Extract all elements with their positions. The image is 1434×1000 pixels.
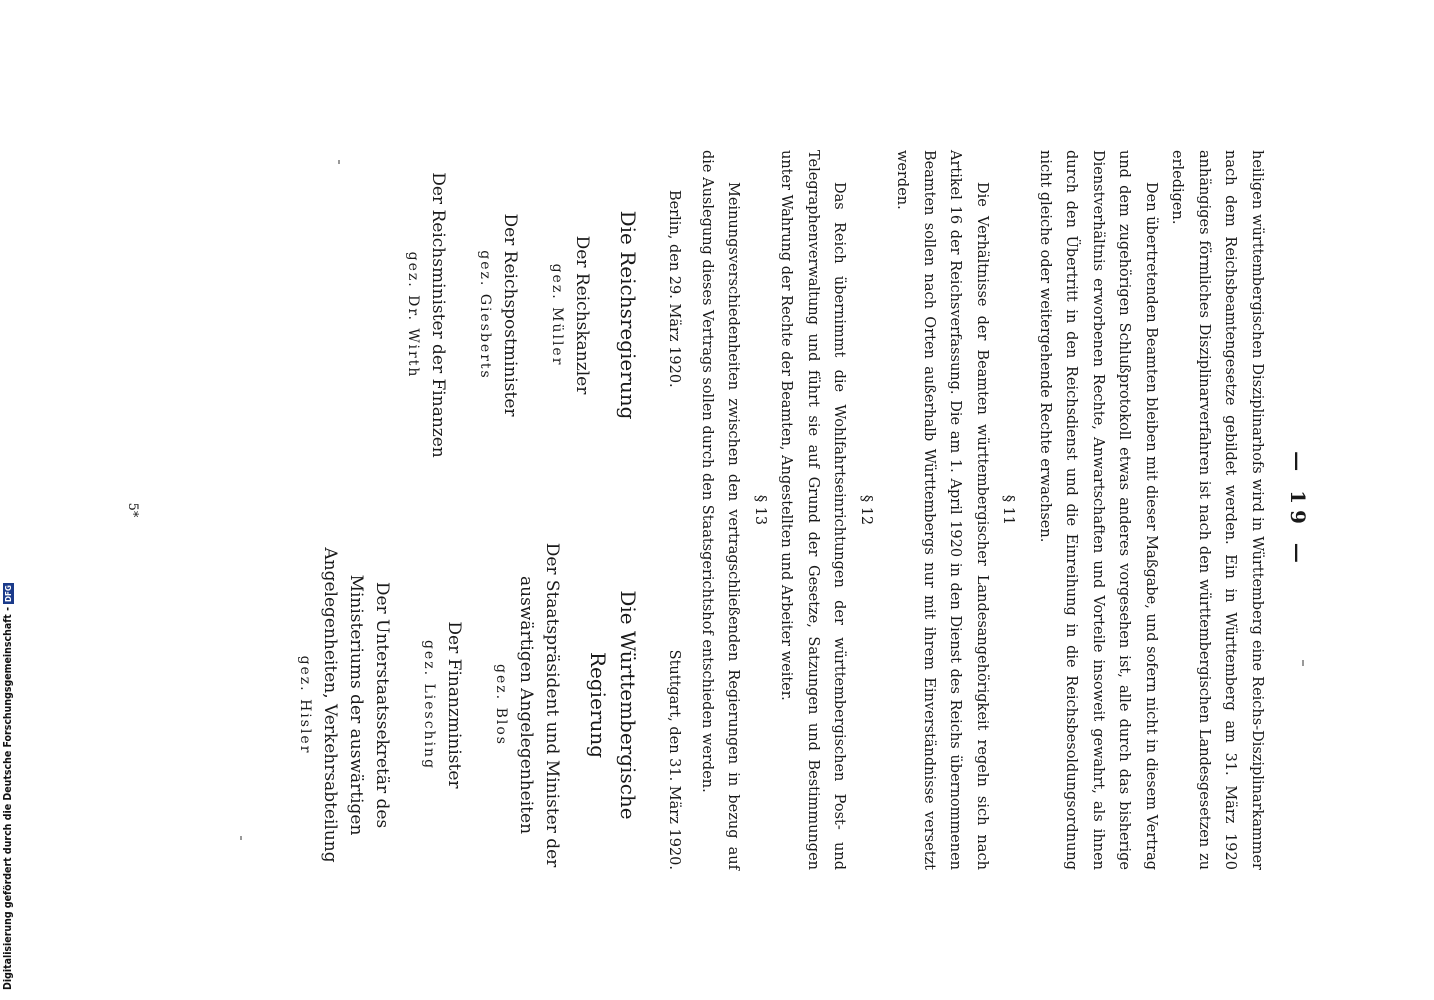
date-place-row — [661, 150, 688, 870]
signatory-name: gez. Dr. Wirth — [405, 251, 421, 379]
place-date-right: Stuttgart, den 31. März 1920. — [666, 649, 683, 870]
document-body — [271, 150, 1270, 870]
signatory-title: Der Staatspräsident und Minister der auswärtigen Angelegenheiten — [516, 542, 562, 868]
signatory-name: gez. Liesching — [421, 639, 437, 771]
section-heading: § 13 — [752, 494, 768, 526]
signatory-name: gez. Giesberts — [477, 250, 493, 380]
signatory-government: Die Württembergische Regierung — [586, 590, 640, 820]
dfg-logo-icon: DFG — [3, 585, 13, 602]
section-text: Die Verhältnisse der Beamten württembergischer Landesangehörigkeit regeln sich nach Artikel 16 der Reichsverfassung. Die am 1. April 1920 in den Dienst des Reichs übernommenen Beamten sollen nach Orten außerhalb Württembergs nur mit ihrem Einverständnisse versetzt werden. — [894, 150, 990, 870]
signature-mark: 5* — [125, 502, 140, 518]
digitization-credit — [2, 583, 14, 990]
page-number: — 19 — — [1286, 451, 1310, 569]
signatory-name: gez. Blos — [493, 664, 509, 746]
section-heading: § 11 — [1000, 494, 1017, 526]
scan-speck — [338, 160, 340, 164]
credit-text: Digitalisierung gefördert durch die Deutsche Forschungsgemeinschaft - — [2, 606, 14, 990]
section-text: Meinungsverschiedenheiten zwischen den vertragschließenden Regierungen in bezug auf die Auslegung dieses Vertrags sollen durch den Staatsgerichtshof entschieden werden. — [699, 150, 742, 870]
signatory-government: Die Reichsregierung — [616, 210, 640, 420]
intro-paragraph: Den übertretenden Beamten bleiben mit dieser Maßgabe, und sofern nicht in diesem Vertrag und dem zugehörigen Schlußprotokoll etwas anderes vorgesehen ist, alle durch das bisherige Dienstverhältnis erworbenen Rechte, Anwartschaften und Vorteile insoweit gewahrt, als ihnen durch den Übertritt in den Reichsdienst und die Einreihung in die Reichsbesoldungsordnung nicht gleiche oder weitergehende Rechte erwachsen. — [1037, 150, 1159, 870]
scan-speck — [240, 836, 242, 840]
signatory-title: Der Reichskanzler — [572, 235, 592, 395]
signatory-title: Der Unterstaatssekretär des Ministeriums der auswärtigen Angelegenheiten, Verkehrsabteilung — [320, 547, 392, 863]
signatory-name: gez. Müller — [549, 263, 565, 367]
signatory-name: gez. Hisler — [297, 655, 313, 755]
signatory-title: Der Reichsminister der Finanzen — [428, 172, 448, 458]
section-heading: § 12 — [858, 494, 874, 526]
signatory-title: Der Reichspostminister — [500, 213, 520, 417]
place-date-left: Berlin, den 29. März 1920. — [666, 190, 683, 388]
signature-block — [271, 150, 643, 870]
rotated-document-sheet — [125, 150, 1310, 870]
signatory-title: Der Finanzminister — [444, 621, 464, 789]
signature-column-wuerttemberg — [271, 540, 643, 870]
intro-paragraph: heiligen württembergischen Disziplinarhofs wird in Württemberg eine Reichs-Disziplinarkammer nach dem Reichsbeamtengesetze gebildet werden. Ein in Württemberg am 31. März 1920 anhängiges förmliches Disziplinarverfahren ist nach den württembergischen Landesgesetzen zu erledigen. — [1169, 150, 1265, 870]
scan-speck — [1302, 660, 1304, 666]
section-text: Das Reich übernimmt die Wohlfahrtseinrichtungen der württembergischen Post- und Telegraphenverwaltung und führt sie auf Grund der Gesetze, Satzungen und Bestimmungen unter Wahrung der Rechte der Beamten, Angestellten und Arbeiter weiter. — [778, 150, 848, 870]
signature-column-reich — [271, 150, 643, 480]
